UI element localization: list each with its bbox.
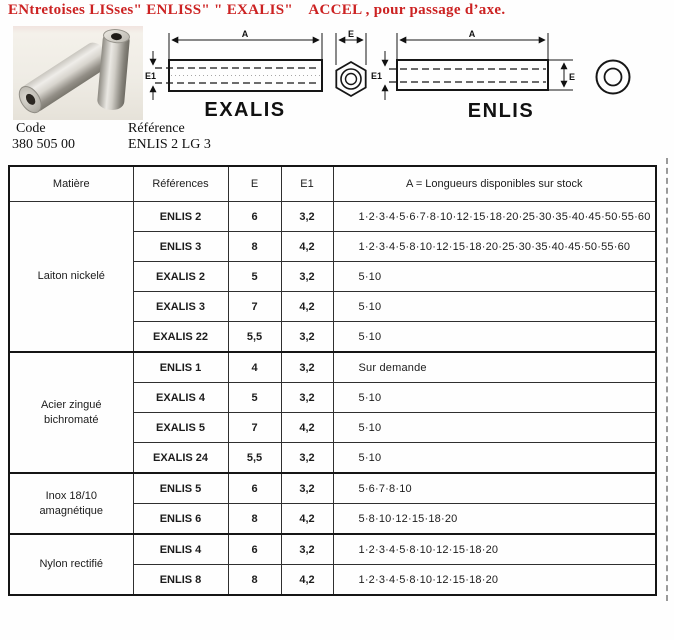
ref-cell: EXALIS 3 [133, 292, 228, 322]
e1-cell: 3,2 [281, 383, 333, 413]
e-cell: 8 [228, 232, 281, 262]
product-photo [13, 26, 143, 120]
lengths-cell: 1·2·3·4·5·8·10·12·15·18·20 [333, 534, 656, 565]
technical-drawings [145, 27, 674, 127]
e-cell: 6 [228, 534, 281, 565]
ref-cell: ENLIS 5 [133, 473, 228, 504]
ref-cell: ENLIS 6 [133, 504, 228, 535]
table-row [9, 473, 656, 504]
e1-cell: 3,2 [281, 322, 333, 353]
lengths-cell: 5·10 [333, 383, 656, 413]
exalis-drawing-label: EXALIS [204, 99, 286, 121]
ref-cell: ENLIS 4 [133, 534, 228, 565]
exalis-hex-end-view [336, 33, 366, 96]
e1-cell: 4,2 [281, 413, 333, 443]
e1-cell: 4,2 [281, 292, 333, 322]
e1-cell: 3,2 [281, 202, 333, 232]
reference-value: ENLIS 2 LG 3 [128, 137, 211, 152]
e-cell: 7 [228, 413, 281, 443]
ref-cell: EXALIS 2 [133, 262, 228, 292]
material-cell: Laiton nickelé [9, 202, 133, 353]
enlis-dim-e1-label: E1 [371, 71, 383, 81]
hex-dim-e-label: E [347, 29, 355, 39]
enlis-dim-a-label: A [468, 29, 476, 39]
exalis-drawing [153, 33, 322, 100]
reference-label: Référence [128, 121, 185, 136]
header-e1: E1 [281, 166, 333, 202]
spacer-photo-standing [97, 30, 131, 111]
table-row [9, 202, 656, 232]
lengths-cell: 5·10 [333, 413, 656, 443]
e-cell: 5 [228, 383, 281, 413]
code-label: Code [16, 121, 46, 136]
material-cell: Nylon rectifié [9, 534, 133, 595]
e-cell: 5,5 [228, 322, 281, 353]
e1-cell: 4,2 [281, 565, 333, 596]
enlis-drawing [385, 33, 630, 100]
lengths-cell: 5·10 [333, 443, 656, 474]
lengths-cell: 5·10 [333, 262, 656, 292]
ref-cell: EXALIS 24 [133, 443, 228, 474]
header-matiere: Matière [9, 166, 133, 202]
enlis-drawing-label: ENLIS [467, 100, 535, 122]
lengths-cell: 1·2·3·4·5·6·7·8·10·12·15·18·20·25·30·35·40·45·50·55·60 [333, 202, 656, 232]
lengths-cell: 1·2·3·4·5·8·10·12·15·18·20 [333, 565, 656, 596]
lengths-cell: 5·10 [333, 322, 656, 353]
e1-cell: 3,2 [281, 473, 333, 504]
material-cell: Inox 18/10 amagnétique [9, 473, 133, 534]
ref-cell: ENLIS 1 [133, 352, 228, 383]
ref-cell: ENLIS 3 [133, 232, 228, 262]
ref-cell: ENLIS 8 [133, 565, 228, 596]
e-cell: 5,5 [228, 443, 281, 474]
spec-table-body [9, 202, 656, 596]
e-cell: 8 [228, 504, 281, 535]
enlis-dim-e-label: E [569, 72, 576, 82]
e-cell: 6 [228, 202, 281, 232]
lengths-cell: 5·8·10·12·15·18·20 [333, 504, 656, 535]
exalis-dim-e1-label: E1 [145, 71, 157, 81]
lengths-cell: 1·2·3·4·5·8·10·12·15·18·20·25·30·35·40·45·50·55·60 [333, 232, 656, 262]
e1-cell: 4,2 [281, 232, 333, 262]
e-cell: 5 [228, 262, 281, 292]
e-cell: 4 [228, 352, 281, 383]
e-cell: 6 [228, 473, 281, 504]
page-title: ENtretoises LISses" ENLISS" " EXALIS" ACCEL , pour passage d’axe. [8, 2, 506, 18]
table-row [9, 534, 656, 565]
table-header-row [9, 166, 656, 202]
ref-cell: EXALIS 5 [133, 413, 228, 443]
lengths-cell: 5·10 [333, 292, 656, 322]
header-lengths: A = Longueurs disponibles sur stock [333, 166, 656, 202]
ref-cell: EXALIS 4 [133, 383, 228, 413]
lengths-cell: 5·6·7·8·10 [333, 473, 656, 504]
spec-table [8, 165, 657, 596]
e1-cell: 3,2 [281, 443, 333, 474]
table-row [9, 352, 656, 383]
header-references: Références [133, 166, 228, 202]
exalis-dim-a-label: A [241, 29, 249, 39]
e-cell: 8 [228, 565, 281, 596]
e1-cell: 4,2 [281, 504, 333, 535]
page-edge-dashed-line [666, 158, 668, 601]
header-e: E [228, 166, 281, 202]
ref-cell: EXALIS 22 [133, 322, 228, 353]
ref-cell: ENLIS 2 [133, 202, 228, 232]
material-cell: Acier zingué bichromaté [9, 352, 133, 473]
e1-cell: 3,2 [281, 352, 333, 383]
lengths-cell: Sur demande [333, 352, 656, 383]
code-value: 380 505 00 [12, 137, 75, 152]
e1-cell: 3,2 [281, 534, 333, 565]
e-cell: 7 [228, 292, 281, 322]
e1-cell: 3,2 [281, 262, 333, 292]
